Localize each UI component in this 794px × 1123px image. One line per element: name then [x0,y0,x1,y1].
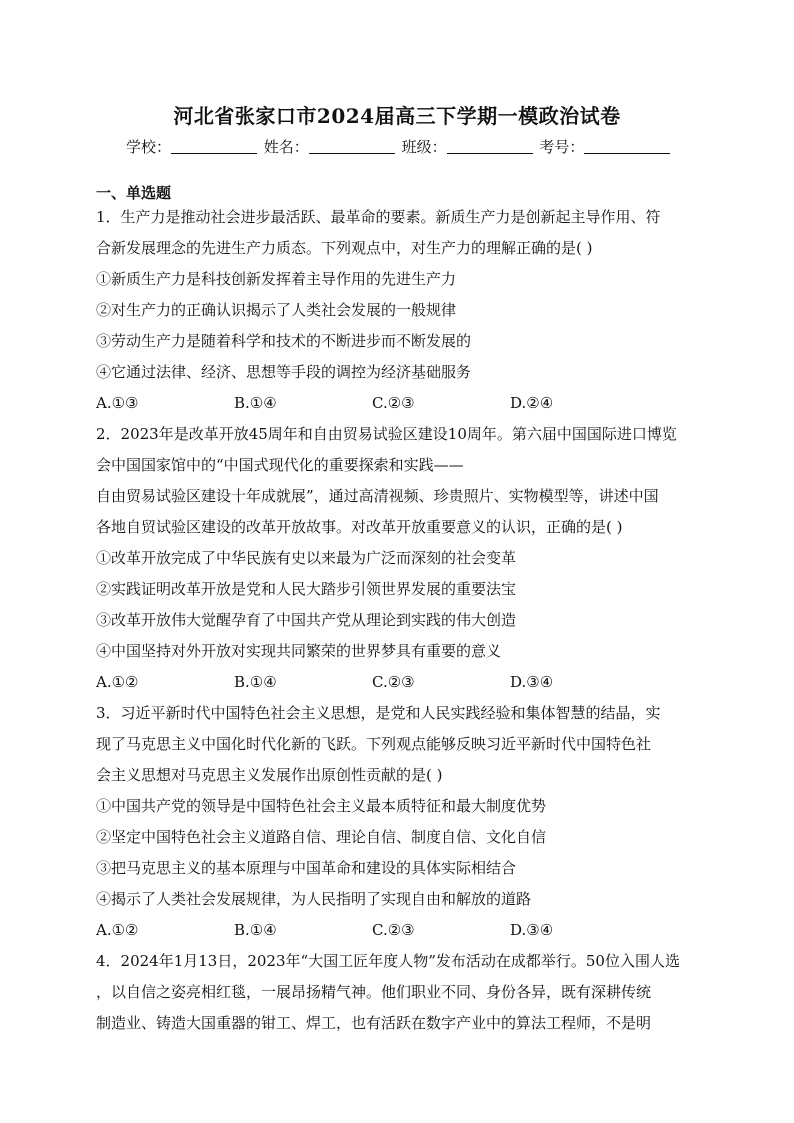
option-a: A.①② [96,673,139,691]
question-1 [96,202,698,419]
option-d: D.②④ [510,394,554,412]
answer-options [96,667,698,698]
question-stem-line: 现了马克思主义中国化时代化新的飞跃。下列观点能够反映习近平新时代中国特色社 [96,735,652,753]
option-c: C.②③ [372,673,415,691]
student-info-row [126,136,672,157]
question-stem-line: 会中国国家馆中的“中国式现代化的重要探索和实践—— [96,456,464,474]
section-heading: 一、单选题 [96,184,172,202]
statement: ①中国共产党的领导是中国特色社会主义最本质特征和最大制度优势 [96,797,547,815]
class-label: 班级： [401,138,447,156]
exam-number-blank [584,139,670,154]
question-stem-line: 3．习近平新时代中国特色社会主义思想，是党和人民实践经验和集体智慧的结晶，实 [96,704,661,722]
question-stem-line: 制造业、铸造大国重器的钳工、焊工，也有活跃在数字产业中的算法工程师，不是明 [96,1014,652,1032]
school-blank [171,139,257,154]
answer-options [96,915,698,946]
option-c: C.②③ [372,394,415,412]
exam-number-label: 考号： [539,138,585,156]
statement: ④它通过法律、经济、思想等手段的调控为经济基础服务 [96,363,472,381]
question-stem-line: 各地自贸试验区建设的改革开放故事。对改革开放重要意义的认识，正确的是( ) [96,518,623,536]
question-stem-line: 自由贸易试验区建设十年成就展”，通过高清视频、珍贵照片、实物模型等，讲述中国 [96,487,659,505]
question-4 [96,946,698,1039]
questions-body [96,202,698,1039]
statement: ①新质生产力是科技创新发挥着主导作用的先进生产力 [96,270,457,288]
name-label: 姓名： [263,138,309,156]
statement: ②实践证明改革开放是党和人民大踏步引领世界发展的重要法宝 [96,580,517,598]
school-label: 学校： [126,138,172,156]
statement: ③劳动生产力是随着科学和技术的不断进步而不断发展的 [96,332,472,350]
question-stem-line: 2．2023年是改革开放45周年和自由贸易试验区建设10周年。第六届中国国际进口博览 [96,425,677,443]
answer-options [96,388,698,419]
exam-title: 河北省张家口市2024届高三下学期一模政治试卷 [173,104,621,128]
option-b: B.①④ [234,673,277,691]
question-stem-line: 会主义思想对马克思主义发展作出原创性贡献的是( ) [96,766,443,784]
statement: ③改革开放伟大觉醒孕育了中国共产党从理论到实践的伟大创造 [96,611,517,629]
question-stem-line: 合新发展理念的先进生产力质态。下列观点中，对生产力的理解正确的是( ) [96,239,593,257]
name-blank [309,139,395,154]
question-3 [96,698,698,946]
statement: ④中国坚持对外开放对实现共同繁荣的世界梦具有重要的意义 [96,642,502,660]
statement: ③把马克思主义的基本原理与中国革命和建设的具体实际相结合 [96,859,517,877]
class-blank [447,139,533,154]
option-a: A.①② [96,921,139,939]
option-d: D.③④ [510,673,554,691]
option-a: A.①③ [96,394,139,412]
question-stem-line: ，以自信之姿亮相红毯，一展昂扬精气神。他们职业不同、身份各异，既有深耕传统 [96,983,652,1001]
option-b: B.①④ [234,394,277,412]
option-b: B.①④ [234,921,277,939]
question-stem-line: 1．生产力是推动社会进步最活跃、最革命的要素。新质生产力是创新起主导作用、符 [96,208,661,226]
option-d: D.③④ [510,921,554,939]
statement: ①改革开放完成了中华民族有史以来最为广泛而深刻的社会变革 [96,549,517,567]
question-stem-line: 4．2024年1月13日，2023年“大国工匠年度人物”发布活动在成都举行。50位入围人选 [96,952,680,970]
statement: ②对生产力的正确认识揭示了人类社会发展的一般规律 [96,301,457,319]
statement: ④揭示了人类社会发展规律，为人民指明了实现自由和解放的道路 [96,890,532,908]
option-c: C.②③ [372,921,415,939]
statement: ②坚定中国特色社会主义道路自信、理论自信、制度自信、文化自信 [96,828,547,846]
question-2 [96,419,698,698]
